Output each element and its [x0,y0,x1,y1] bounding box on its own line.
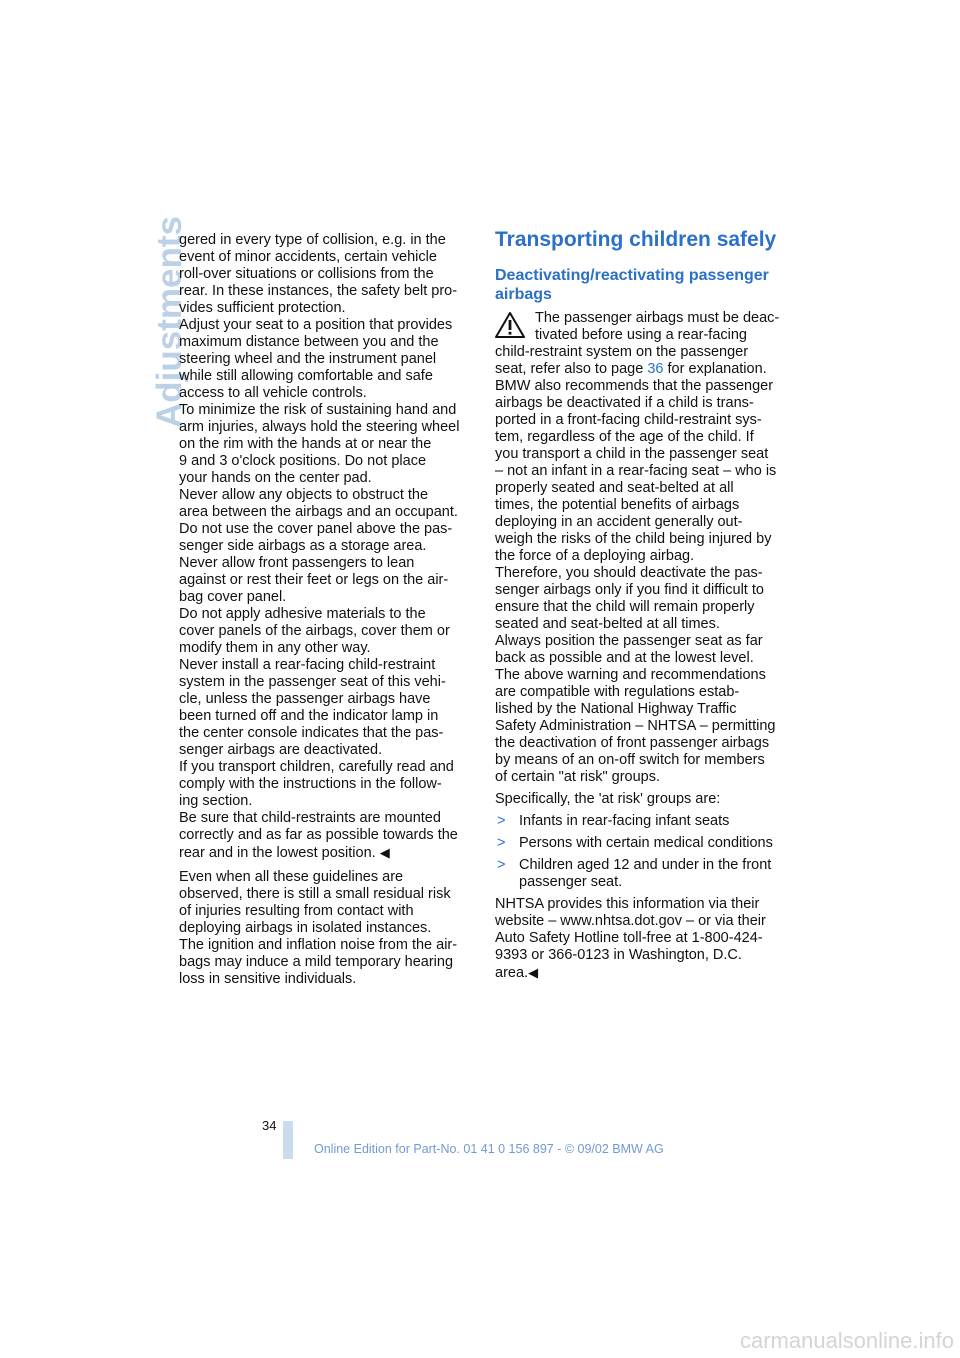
text-line: If you transport children, carefully read and [179,759,454,775]
text-line: tivated before using a rear-facing [535,327,747,343]
text-line: senger side airbags as a storage area. [179,538,427,554]
text-line: access to all vehicle controls. [179,385,367,401]
text-line: – not an infant in a rear-facing seat – who is [495,463,777,479]
text-line: website – www.nhtsa.dot.gov – or via their [495,913,766,929]
text-line: bag cover panel. [179,589,287,605]
text-line: vides sufficient protection. [179,300,346,316]
page-number: 34 [262,1118,277,1133]
text-line: The above warning and recommendations [495,667,766,683]
text-line: Safety Administration – NHTSA – permitting [495,718,776,734]
text-line: lished by the National Highway Traffic [495,701,737,717]
text-line: BMW also recommends that the passenger [495,378,774,394]
footer-accent-bar [283,1121,293,1159]
text-line: Never install a rear-facing child-restraint [179,657,436,673]
text-line: Do not apply adhesive materials to the [179,606,426,622]
text-line: the center console indicates that the pas- [179,725,444,741]
text-line: your hands on the center pad. [179,470,372,486]
heading-gap [495,256,795,266]
text-line: Auto Safety Hotline toll-free at 1-800-424- [495,930,763,946]
text-line: bags may induce a mild temporary hearing [179,954,454,970]
text-line: been turned off and the indicator lamp in [179,708,439,724]
subsection-heading-line: airbags [495,286,552,303]
residual-risk-paragraph [179,869,475,988]
section-heading: Transporting children safely [495,228,777,251]
text-fragment: area. [495,965,529,981]
text-line: the deactivation of front passenger airbags [495,735,770,751]
text-line: event of minor accidents, certain vehicle [179,249,437,265]
text-line: 9 and 3 o'clock positions. Do not place [179,453,427,469]
subsection-heading-line: Deactivating/reactivating passenger [495,267,769,284]
text-line: Always position the passenger seat as far [495,633,763,649]
bullet-arrow-icon: > [497,857,506,873]
text-line: times, the potential benefits of airbags [495,497,740,513]
text-line: maximum distance between you and the [179,334,439,350]
list-item [495,835,795,852]
list-item-continuation: passenger seat. [519,874,623,890]
text-line: of injuries resulting from contact with [179,903,414,919]
text-line: Never allow front passengers to lean [179,555,415,571]
text-line: ensure that the child will remain properly [495,599,755,615]
warning-block [495,310,795,344]
list-item [495,857,795,874]
end-mark-icon: ◀ [379,845,390,860]
text-line: loss in sensitive individuals. [179,971,357,987]
text-line: steering wheel and the instrument panel [179,351,437,367]
text-line: modify them in any other way. [179,640,371,656]
bullet-arrow-icon: > [497,813,506,829]
text-fragment: seat, refer also to page [495,361,648,377]
site-watermark: carmanualsonline.info [739,1328,954,1353]
text-line: correctly and as far as possible towards the [179,827,458,843]
text-line: cle, unless the passenger airbags have [179,691,431,707]
left-body-text [179,232,475,861]
left-column [179,232,475,988]
text-line: on the rim with the hands at or near the [179,436,432,452]
text-line: of certain "at risk" groups. [495,769,661,785]
chapter-side-label: Adjustments [150,216,189,428]
text-line: against or rest their feet or legs on the air- [179,572,449,588]
text-line: you transport a child in the passenger seat [495,446,769,462]
text-line: child-restraint system on the passenger [495,344,749,360]
text-line: ing section. [179,793,253,809]
list-item-text: Persons with certain medical conditions [519,835,773,851]
text-line: Specifically, the 'at risk' groups are: [495,791,721,807]
text-line: arm injuries, always hold the steering wheel [179,419,460,435]
bullet-arrow-icon: > [497,835,506,851]
text-line: area between the airbags and an occupant. [179,504,458,520]
text-line: The passenger airbags must be deac- [535,310,780,326]
text-line: are compatible with regulations estab- [495,684,740,700]
text-line: rear. In these instances, the safety belt pro- [179,283,458,299]
text-line: Even when all these guidelines are [179,869,404,885]
text-line: back as possible and at the lowest level. [495,650,754,666]
text-line [495,964,795,981]
text-line: deploying in an accident generally out- [495,514,743,530]
text-line: Be sure that child-restraints are mounted [179,810,441,826]
text-line: deploying airbags in isolated instances. [179,920,432,936]
text-line: comply with the instructions in the follow- [179,776,442,792]
text-line: ported in a front-facing child-restraint sys- [495,412,762,428]
text-line: 9393 or 366-0123 in Washington, D.C. [495,947,742,963]
text-line: Adjust your seat to a position that provides [179,317,453,333]
text-line [179,844,475,861]
text-line: tem, regardless of the age of the child. If [495,429,754,445]
text-line: observed, there is still a small residual risk [179,886,451,902]
text-line: NHTSA provides this information via their [495,896,760,912]
text-line: seated and seat-belted at all times. [495,616,720,632]
text-fragment: for explanation. [663,361,767,377]
warning-triangle-icon [495,312,525,338]
list-item-text: Children aged 12 and under in the front [519,857,772,873]
list-item [495,813,795,830]
text-line: The ignition and inflation noise from the air- [179,937,458,953]
paragraph-gap [179,861,475,869]
text-line: To minimize the risk of sustaining hand and [179,402,457,418]
text-line: Never allow any objects to obstruct the [179,487,429,503]
text-line: by means of an on-off switch for members [495,752,765,768]
text-line: weigh the risks of the child being injured by [495,531,772,547]
text-fragment: rear and in the lowest position. [179,845,376,861]
end-mark-icon: ◀ [528,965,539,980]
text-line: roll-over situations or collisions from the [179,266,434,282]
text-line [495,361,795,378]
text-line: properly seated and seat-belted at all [495,480,734,496]
page-36-link[interactable]: 36 [647,361,664,377]
text-line: while still allowing comfortable and safe [179,368,433,384]
right-column [495,226,795,981]
text-line: airbags be deactivated if a child is trans- [495,395,754,411]
text-line: cover panels of the airbags, cover them or [179,623,450,639]
footer-edition-text: Online Edition for Part-No. 01 41 0 156 897 - © 09/02 BMW AG [314,1142,664,1156]
list-item-text: Infants in rear-facing infant seats [519,813,730,829]
text-line: senger airbags are deactivated. [179,742,383,758]
text-line: gered in every type of collision, e.g. in the [179,232,446,248]
text-line: senger airbags only if you find it difficult to [495,582,764,598]
text-line: system in the passenger seat of this vehi- [179,674,446,690]
text-line: Do not use the cover panel above the pas- [179,521,453,537]
text-line: Therefore, you should deactivate the pas- [495,565,763,581]
text-line: the force of a deploying airbag. [495,548,695,564]
